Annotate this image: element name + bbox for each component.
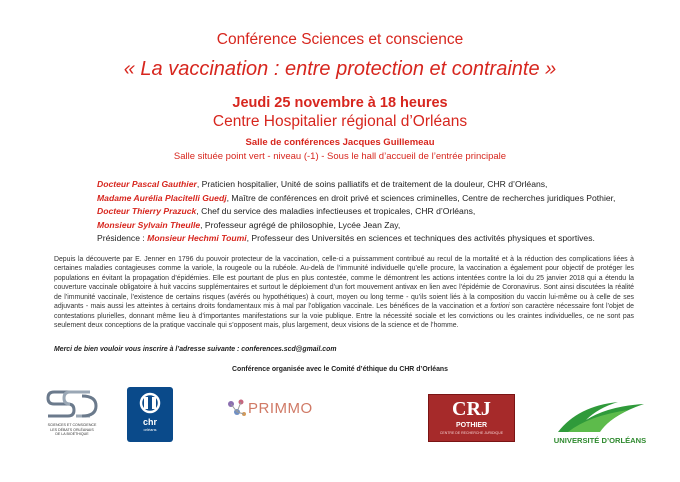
universite-orleans-logo (548, 396, 652, 446)
primmo-molecule-icon (226, 398, 248, 420)
crj-sub: POTHIER (455, 422, 488, 429)
speaker-name: Monsieur Hechmi Toumi (147, 233, 247, 244)
registration-note: Merci de bien vouloir vous inscrire à l’adresse suivante : conferences.scd@gmail.com (54, 346, 337, 353)
speaker-role: , Professeur agrégé de philosophie, Lycée Jean Zay, (200, 219, 401, 230)
sc-caption-line: LES DÉBATS ORLÉANAIS (50, 427, 94, 432)
speaker-item (97, 219, 677, 233)
sc-caption-line: SCIENCES ET CONSCIENCE (47, 423, 97, 427)
speaker-prefix: Présidence : (97, 233, 148, 244)
description-part2: son caractère nécessaire font l’objet de contestations plurielles, donnant même lieu à d’importantes manifestations sur la voie publique. Entre la nécessité sociale et les convictions ou les craintes individuelles, ce ne sont pas seulement deux conceptions de la pratique vaccinale qui s’opposent mais, plus largement, deux visions de la science et de l’homme. (54, 303, 634, 330)
sc-caption (40, 423, 104, 437)
crj-label: CRJ (452, 398, 491, 420)
speaker-item (97, 232, 677, 246)
speakers-list (97, 178, 677, 246)
speaker-name: Madame Aurélia Placitelli Guedj (97, 192, 227, 203)
sciences-conscience-logo (40, 388, 104, 448)
speaker-role: , Professeur des Universités en sciences et techniques des activités physiques et sportives. (246, 233, 595, 244)
conference-date: Jeudi 25 novembre à 18 heures (232, 95, 448, 111)
conference-venue: Centre Hospitalier régional d’Orléans (212, 113, 468, 130)
uo-label: UNIVERSITÉ D’ORLÉANS (553, 436, 647, 445)
speaker-role: , Praticien hospitalier, Unité de soins palliatifs et de traitement de la douleur, CHR d’Orléans, (196, 179, 548, 189)
speaker-name: Docteur Thierry Prazuck (97, 206, 197, 217)
conference-title: « La vaccination : entre protection et contrainte » (123, 58, 557, 80)
speaker-role: , Maître de conférences en droit privé et sciences criminelles, Centre de recherches juridiques Pothier, (226, 192, 616, 203)
speaker-item (97, 192, 677, 206)
uo-emblem-icon (548, 396, 652, 436)
primmo-logo (226, 396, 361, 422)
speaker-role: , Chef du service des maladies infectieuses et tropicales, CHR d’Orléans, (196, 206, 476, 217)
conference-room: Salle de conférences Jacques Guillemeau (245, 137, 435, 148)
organized-by: Conférence organisée avec le Comité d’éthique du CHR d’Orléans (232, 366, 448, 373)
chr-logo (127, 387, 173, 442)
sc-caption-line: DE LA BIOÉTHIQUE (55, 432, 89, 437)
chr-emblem-icon (127, 387, 173, 417)
primmo-label: PRIMMO (248, 400, 313, 417)
chr-sub: orléans (143, 427, 157, 432)
description-emphasis: a fortiori (484, 303, 510, 311)
speaker-name: Docteur Pascal Gauthier (97, 179, 197, 189)
sc-emblem-icon (40, 388, 104, 422)
speaker-item (97, 205, 677, 219)
description-part1: Depuis la découverte par E. Jenner en 1796 du pouvoir protecteur de la vaccination, celle-ci a puissamment contribué au recul de la mortalité et à la réduction des complications liées à certaines maladies contagieuses comme la variole, la rougeole ou la rubéole. Au-delà de l’immunité individuelle qu’elle procure, la vaccination a également pour objectif de protéger les populations en évitant la propagation d’épidémies. Elle est pourtant de plus en plus contestée, comme le démontrent les actions intentées contre la loi du 25 janvier 2018 qui a étendu la couverture vaccinale obligatoire à huit vaccins supplémentaires et surtout le déploiement d’un fort mouvement antivax en lien avec l’épidémie de Coronavirus. Sont ainsi discutées la réalité de l’immunité vaccinale, l’existence de certains risques (avérés ou hypothétiques) à court, moyen ou long terme - qu’ils soient liés à la composition du vaccin lui-même ou à celle de ses adjuvants - mais aussi les atteintes à certains droits fondamentaux mis à mal par l’obligation vaccinale. Les bénéfices de la vaccination et (54, 256, 634, 311)
chr-name: chr (142, 417, 157, 427)
crj-sub2: CENTRE DE RECHERCHE JURIDIQUE (439, 431, 504, 435)
speaker-item (97, 178, 677, 192)
speaker-name: Monsieur Sylvain Theulle (97, 219, 201, 230)
conference-location: Salle située point vert - niveau (-1) - Sous le hall d’accueil de l’entrée principale (173, 151, 507, 162)
conference-description (54, 255, 634, 331)
conference-series: Conférence Sciences et conscience (216, 31, 464, 48)
chr-label (127, 417, 173, 432)
crj-pothier-logo (428, 394, 515, 442)
